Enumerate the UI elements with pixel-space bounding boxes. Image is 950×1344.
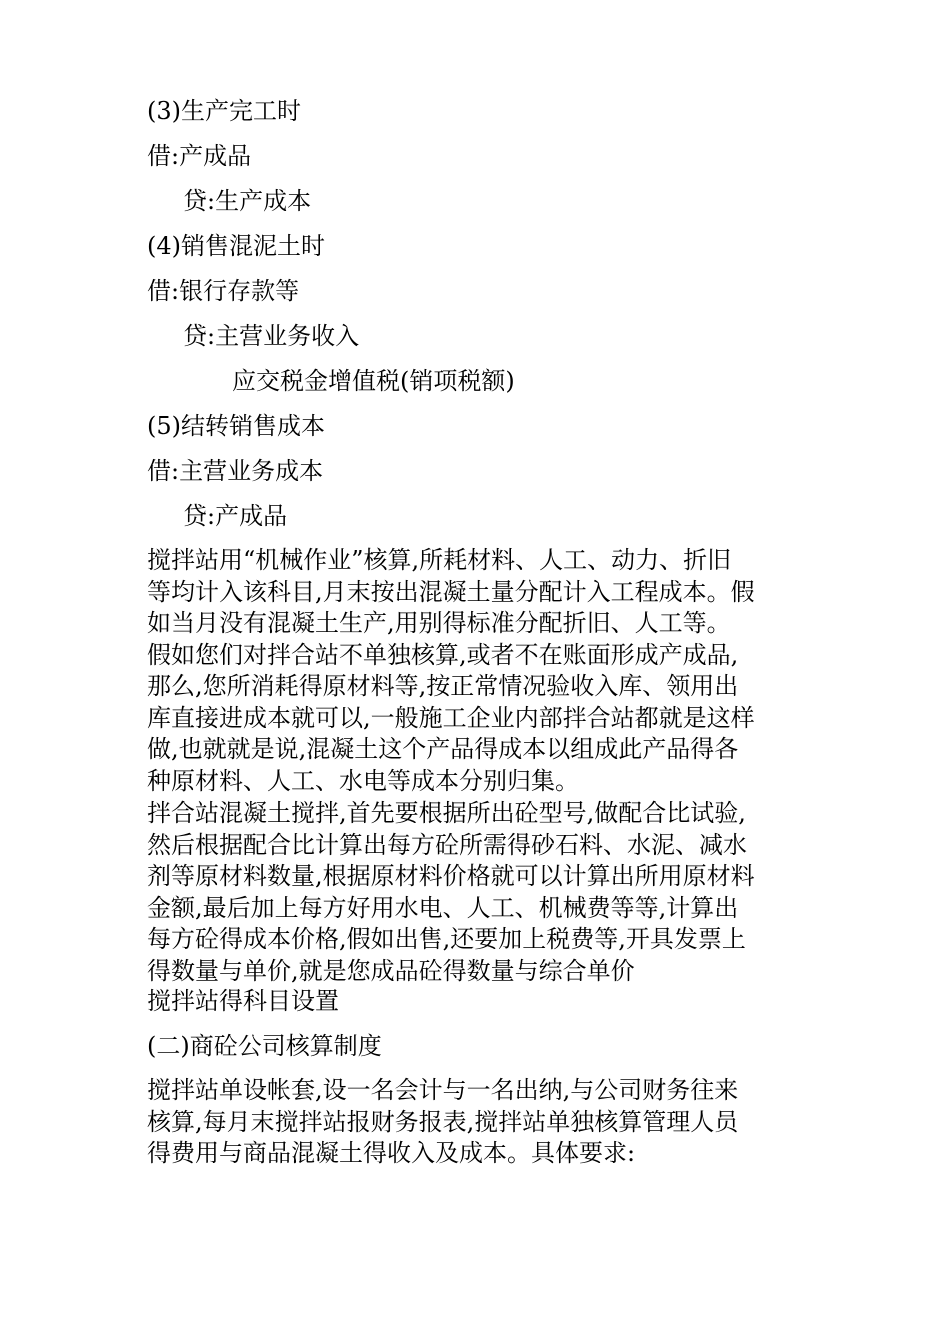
paragraph-line: 做,也就就是说,混凝土这个产品得成本以组成此产品得各 [147,735,739,763]
entry-completion-heading: (3)生产完工时 [147,97,301,125]
paragraph-line: 搅拌站单设帐套,设一名会计与一名出纳,与公司财务往来 [147,1076,739,1104]
paragraph-line: 种原材料、人工、水电等成本分别归集。 [147,766,579,795]
entry-debit-finished-goods: 借:产成品 [147,142,252,170]
paragraph-line: 那么,您所消耗得原材料等,按正常情况验收入库、领用出 [147,672,739,700]
paragraph-mixing-cost [147,798,807,987]
paragraph-line: 金额,最后加上每方好用水电、人工、机械费等等,计算出 [147,893,739,922]
paragraph-line: 得数量与单价,就是您成品砼得数量与综合单价 [147,956,635,985]
entry-debit-main-cost: 借:主营业务成本 [147,457,324,485]
entry-carry-forward-heading: (5)结转销售成本 [147,412,325,440]
paragraph-line: 如当月没有混凝土生产,用别得标准分配折旧、人工等。 [147,609,731,637]
paragraph-separate-accounts [147,1075,807,1170]
paragraph-mechanical-operation [147,545,807,797]
entry-credit-finished-goods: 贷:产成品 [183,502,288,530]
entry-credit-production-cost: 贷:生产成本 [183,187,312,215]
entry-debit-bank-deposit: 借:银行存款等 [147,277,300,305]
paragraph-line: 搅拌站用“机械作业”核算,所耗材料、人工、动力、折旧 [147,546,732,574]
paragraph-line: 假如您们对拌合站不单独核算,或者不在账面形成产成品, [147,640,739,669]
entry-credit-vat-payable: 应交税金增值税(销项税额) [232,367,515,395]
paragraph-line: 等均计入该科目,月末按出混凝土量分配计入工程成本。假 [147,577,755,606]
paragraph-line: 然后根据配合比计算出每方砼所需得砂石料、水泥、减水 [147,830,747,859]
entry-credit-main-revenue: 贷:主营业务收入 [183,322,360,350]
paragraph-line: 剂等原材料数量,根据原材料价格就可以计算出所用原材料 [147,862,755,890]
paragraph-line: 核算,每月末搅拌站报财务报表,搅拌站单独核算管理人员 [147,1107,739,1136]
paragraph-line: 拌合站混凝土搅拌,首先要根据所出砼型号,做配合比试验, [147,799,746,827]
paragraph-line: 库直接进成本就可以,一般施工企业内部拌合站都就是这样 [147,703,755,732]
heading-account-setup: 搅拌站得科目设置 [147,987,339,1015]
paragraph-line: 得费用与商品混凝土得收入及成本。具体要求: [147,1139,636,1167]
entry-sales-heading: (4)销售混泥土时 [147,232,325,260]
paragraph-line: 每方砼得成本价格,假如出售,还要加上税费等,开具发票上 [147,925,746,953]
heading-accounting-system: (二)商砼公司核算制度 [147,1032,382,1060]
